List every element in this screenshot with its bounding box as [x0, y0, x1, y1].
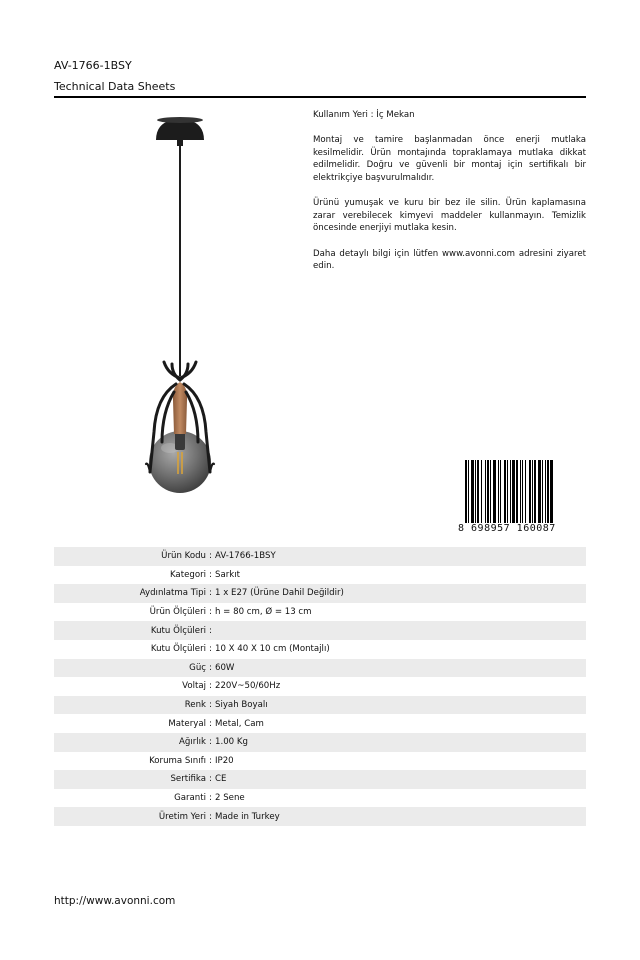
- usage-location: Kullanım Yeri : İç Mekan: [313, 110, 415, 120]
- spec-label: Renk: [184, 700, 206, 711]
- barcode-bar: [487, 460, 489, 528]
- spec-value: 60W: [215, 662, 235, 673]
- barcode-bar: [529, 460, 531, 528]
- spec-table: [54, 547, 586, 826]
- product-code-heading: AV-1766-1BSY: [54, 59, 132, 72]
- spec-label: Kategori: [169, 569, 206, 580]
- spec-separator: :: [209, 644, 212, 655]
- barcode-bar: [545, 460, 546, 528]
- spec-separator: :: [209, 700, 212, 711]
- barcode-bar: [475, 460, 476, 528]
- spec-value: 220V~50/60Hz: [215, 681, 281, 692]
- barcode-bar: [500, 460, 501, 528]
- spec-label: Kutu Ölçüleri: [150, 625, 206, 636]
- spec-separator: :: [209, 811, 212, 822]
- spec-row: [54, 621, 586, 640]
- footer-url: http://www.avonni.com: [54, 895, 176, 907]
- barcode-bar: [542, 460, 543, 528]
- barcode-bar: [550, 460, 553, 528]
- barcode-bar: [498, 460, 499, 528]
- spec-label: Ürün Kodu: [161, 551, 206, 562]
- barcode-bar: [504, 460, 506, 528]
- spec-label: Kutu Ölçüleri: [150, 644, 206, 655]
- barcode-image: [465, 460, 585, 528]
- spec-row: [54, 603, 586, 622]
- spec-row: [54, 807, 586, 826]
- spec-value: AV-1766-1BSY: [215, 551, 276, 562]
- spec-label: Ağırlık: [178, 737, 206, 748]
- spec-separator: :: [209, 774, 212, 785]
- info-paragraph: Montaj ve tamire başlanmadan önce enerji mutlaka kesilmelidir. Ürün montajında topraklamaya mutlaka dikkat edilmelidir. Doğru ve güvenli bir montaj için sertifikalı bir elektrikçiye başvurulmalıdır.: [313, 135, 586, 183]
- barcode-digits: 8 698957 160087: [458, 523, 586, 535]
- spec-row: [54, 547, 586, 566]
- spec-row: [54, 566, 586, 585]
- spec-separator: :: [209, 551, 212, 562]
- spec-value: Sarkıt: [215, 569, 240, 580]
- spec-row: [54, 770, 586, 789]
- spec-row: [54, 733, 586, 752]
- spec-separator: :: [209, 662, 212, 673]
- barcode-bar: [510, 460, 511, 528]
- spec-label: Koruma Sınıfı: [149, 755, 206, 766]
- barcode-bar: [477, 460, 479, 528]
- barcode-bar: [465, 460, 467, 528]
- info-paragraph: Daha detaylı bilgi için lütfen www.avonni.com adresini ziyaret edin.: [313, 248, 586, 272]
- spec-separator: :: [209, 718, 212, 729]
- copper-holder: [173, 382, 187, 434]
- spec-label: Garanti: [174, 793, 206, 804]
- barcode-bar: [493, 460, 496, 528]
- spec-label: Ürün Ölçüleri: [149, 607, 206, 618]
- spec-row: [54, 659, 586, 678]
- barcode-bar: [481, 460, 482, 528]
- spec-row: [54, 677, 586, 696]
- barcode-bar: [532, 460, 533, 528]
- spec-value: 10 X 40 X 10 cm (Montajlı): [215, 644, 330, 655]
- spec-separator: :: [209, 588, 212, 599]
- barcode-bar: [538, 460, 541, 528]
- cord: [179, 146, 181, 376]
- spec-value: CE: [215, 774, 227, 785]
- barcode-bar: [507, 460, 508, 528]
- spec-separator: :: [209, 625, 212, 636]
- spec-row: [54, 752, 586, 771]
- spec-label: Voltaj: [182, 681, 206, 692]
- barcode-bar: [525, 460, 526, 528]
- spec-value: 1 x E27 (Ürüne Dahil Değildir): [215, 588, 344, 599]
- spec-value: 1.00 Kg: [215, 737, 248, 748]
- spec-value: IP20: [215, 755, 234, 766]
- spec-separator: :: [209, 793, 212, 804]
- barcode-bar: [490, 460, 491, 528]
- usage-info: [313, 109, 586, 285]
- spec-separator: :: [209, 737, 212, 748]
- spec-value: Made in Turkey: [215, 811, 280, 822]
- spec-label: Üretim Yeri: [158, 811, 206, 822]
- spec-separator: :: [209, 569, 212, 580]
- spec-value: Siyah Boyalı: [215, 700, 268, 711]
- spec-label: Materyal: [168, 718, 206, 729]
- spec-row: [54, 640, 586, 659]
- spec-separator: :: [209, 607, 212, 618]
- barcode-bar: [534, 460, 536, 528]
- document-subtitle: Technical Data Sheets: [54, 80, 176, 93]
- spec-row: [54, 696, 586, 715]
- spec-row: [54, 789, 586, 808]
- header-rule: [54, 96, 586, 98]
- barcode-bar: [516, 460, 518, 528]
- barcode-bar: [485, 460, 486, 528]
- spec-label: Sertifika: [170, 774, 206, 785]
- barcode-bar: [522, 460, 523, 528]
- spec-separator: :: [209, 755, 212, 766]
- barcode-bar: [520, 460, 521, 528]
- info-paragraph: Ürünü yumuşak ve kuru bir bez ile silin. Ürün kaplamasına zarar verebilecek kimyevi maddeler kullanmayın. Temizlik öncesinde enerjiyi mutlaka kesin.: [313, 198, 586, 234]
- spec-row: [54, 584, 586, 603]
- spec-row: [54, 714, 586, 733]
- spec-value: Metal, Cam: [215, 718, 264, 729]
- barcode-bar: [512, 460, 515, 528]
- spec-value: 2 Sene: [215, 793, 245, 804]
- barcode-bar: [468, 460, 469, 528]
- barcode-bar: [547, 460, 549, 528]
- spec-label: Aydınlatma Tipi: [139, 588, 206, 599]
- spec-label: Güç: [189, 662, 206, 673]
- spec-separator: :: [209, 681, 212, 692]
- spec-value: h = 80 cm, Ø = 13 cm: [215, 607, 312, 618]
- barcode-bar: [471, 460, 474, 528]
- product-image: [128, 112, 238, 502]
